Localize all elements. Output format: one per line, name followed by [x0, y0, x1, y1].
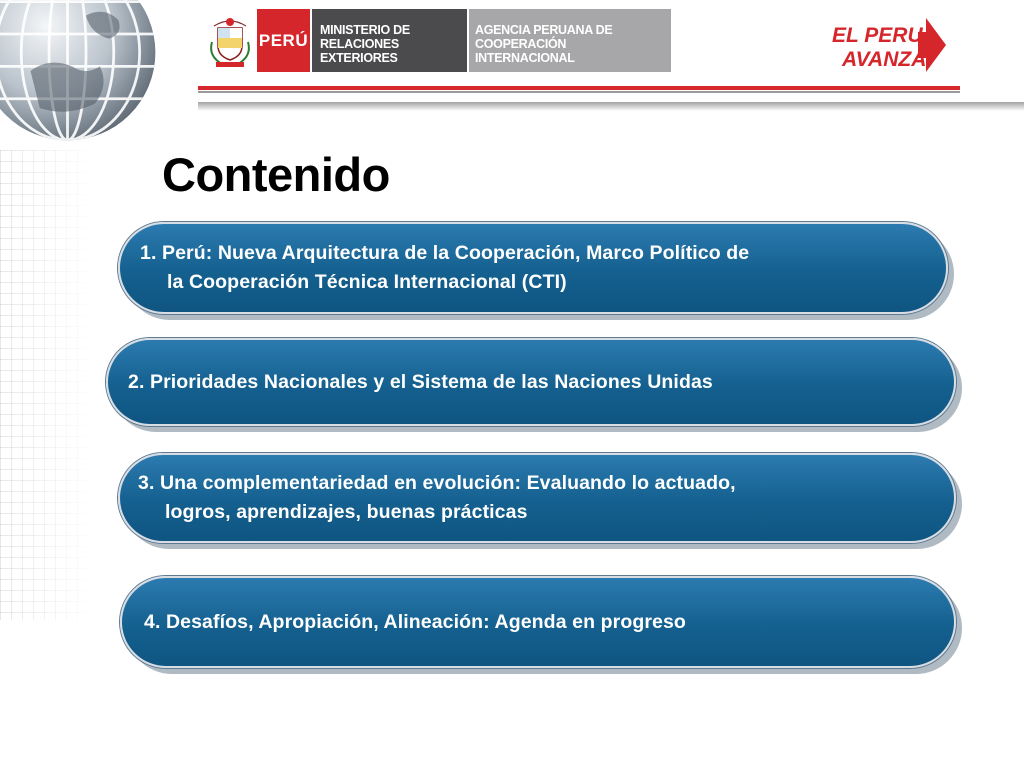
svg-text:EL PERU: EL PERU: [832, 24, 923, 47]
content-item-box: [118, 453, 956, 543]
content-item-4-line-1: 4. Desafíos, Apropiación, Alineación: Agenda en progreso: [144, 610, 686, 633]
content-item-1-line-2: la Cooperación Técnica Internacional (CTI): [167, 271, 567, 293]
header-red-rule: [198, 86, 960, 90]
grid-decoration: [0, 150, 95, 620]
el-peru-avanza-logo: [830, 14, 950, 76]
content-item-3: [118, 453, 956, 543]
content-item-text: [144, 608, 686, 637]
ministerio-line-2: EXTERIORES: [320, 51, 398, 65]
page-title: Contenido: [162, 148, 390, 201]
svg-text:AVANZA: AVANZA: [842, 48, 927, 71]
ministerio-line-1: MINISTERIO DE RELACIONES: [320, 23, 410, 51]
content-item-text: [128, 368, 713, 397]
content-item-box: [106, 338, 956, 426]
peru-brand-logo: [257, 9, 310, 72]
peru-label: PERÚ: [258, 30, 309, 50]
content-item-3-line-1: 3. Una complementariedad en evolución: Evaluando lo actuado,: [138, 472, 736, 494]
content-item-text: [140, 239, 749, 297]
header-gray-rule: [198, 91, 960, 93]
content-item-text: [138, 469, 736, 527]
content-item-2: [106, 338, 956, 426]
content-item-2-line-1: 2. Prioridades Nacionales y el Sistema de las Naciones Unidas: [128, 370, 713, 393]
content-item-3-line-2: logros, aprendizajes, buenas prácticas: [165, 501, 528, 523]
header-shadow-band: [198, 102, 1024, 111]
agencia-line-2: INTERNACIONAL: [475, 51, 575, 65]
content-item-box: [118, 222, 948, 314]
coat-of-arms-icon: [208, 12, 252, 74]
ministerio-logo: [312, 9, 467, 72]
agencia-logo: [469, 9, 671, 72]
globe-icon: [0, 0, 160, 145]
content-item-4: [120, 576, 956, 668]
content-item-1: [118, 222, 948, 314]
content-item-1-line-1: 1. Perú: Nueva Arquitectura de la Cooperación, Marco Político de: [140, 242, 750, 264]
agencia-line-1: AGENCIA PERUANA DE COOPERACIÓN: [475, 23, 613, 51]
content-item-box: [120, 576, 956, 668]
